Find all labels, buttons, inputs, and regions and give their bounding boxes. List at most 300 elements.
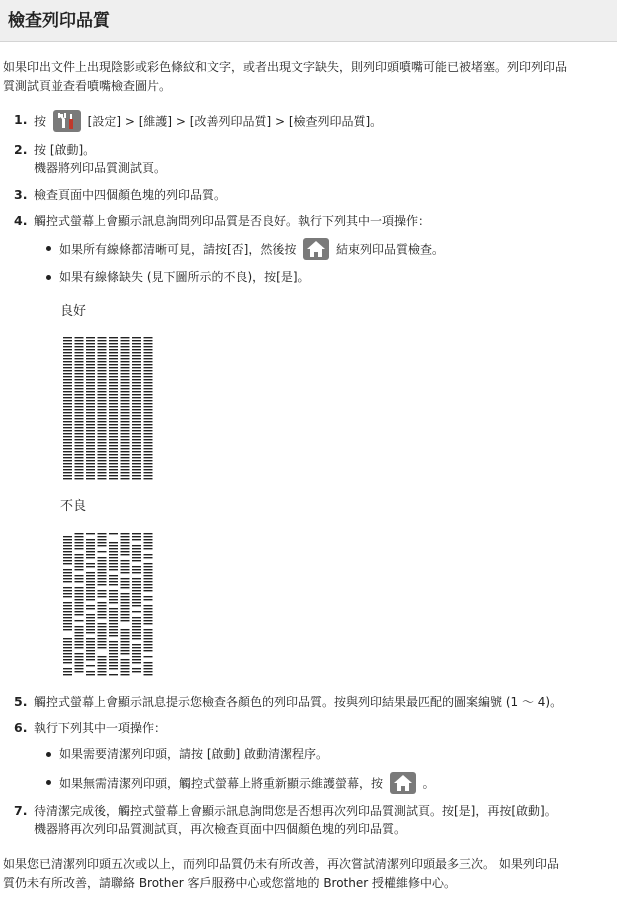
pattern-segment xyxy=(132,469,141,470)
pattern-segment xyxy=(75,587,84,588)
pattern-segment xyxy=(75,385,84,386)
pattern-segment xyxy=(75,569,84,570)
pattern-segment xyxy=(144,548,153,549)
pattern-segment xyxy=(109,346,118,347)
pattern-segment xyxy=(121,397,130,398)
pattern-segment xyxy=(109,659,118,660)
pattern-segment xyxy=(144,415,153,416)
pattern-segment xyxy=(132,650,141,651)
pattern-segment xyxy=(144,584,153,585)
pattern-segment xyxy=(63,617,72,618)
pattern-segment xyxy=(86,674,95,675)
pattern-segment xyxy=(132,623,141,624)
pattern-segment xyxy=(75,545,84,546)
pattern-segment xyxy=(63,554,72,555)
pattern-segment xyxy=(86,349,95,350)
pattern-segment xyxy=(132,451,141,452)
pattern-segment xyxy=(132,460,141,461)
step-sub-text: 機器將列印品質測試頁。 xyxy=(34,161,167,175)
pattern-segment xyxy=(63,427,72,428)
pattern-segment xyxy=(86,475,95,476)
pattern-segment xyxy=(121,457,130,458)
pattern-segment xyxy=(63,433,72,434)
pattern-segment xyxy=(121,554,130,555)
pattern-segment xyxy=(109,409,118,410)
pattern-segment xyxy=(86,650,95,651)
pattern-segment xyxy=(86,385,95,386)
pattern-segment xyxy=(144,623,153,624)
step-number: 7. xyxy=(14,803,28,818)
pattern-segment xyxy=(144,337,153,338)
pattern-segment xyxy=(121,379,130,380)
pattern-segment xyxy=(75,620,84,621)
step-main-text: 待清潔完成後，觸控式螢幕上會顯示訊息詢問您是否想再次列印品質測試頁。按[是]，再按[啟動]。 xyxy=(34,804,557,818)
pattern-segment xyxy=(75,448,84,449)
pattern-segment xyxy=(98,436,107,437)
pattern-segment xyxy=(132,355,141,356)
pattern-segment xyxy=(86,397,95,398)
pattern-segment xyxy=(75,662,84,663)
bullet-text xyxy=(59,239,444,261)
pattern-segment xyxy=(63,370,72,371)
pattern-segment xyxy=(144,605,153,606)
pattern-segment xyxy=(98,421,107,422)
pattern-segment xyxy=(121,430,130,431)
pattern-segment xyxy=(98,337,107,338)
pattern-segment xyxy=(144,578,153,579)
pattern-segment xyxy=(86,424,95,425)
pattern-segment xyxy=(132,629,141,630)
pattern-segment xyxy=(98,439,107,440)
pattern-segment xyxy=(98,557,107,558)
pattern-segment xyxy=(86,656,95,657)
good-label: 良好 xyxy=(60,304,87,319)
pattern-segment xyxy=(86,647,95,648)
pattern-segment xyxy=(98,394,107,395)
pattern-segment xyxy=(109,415,118,416)
pattern-segment xyxy=(98,584,107,585)
pattern-segment xyxy=(63,590,72,591)
pattern-segment xyxy=(75,397,84,398)
pattern-segment xyxy=(63,536,72,537)
pattern-segment xyxy=(121,539,130,540)
pattern-segment xyxy=(63,668,72,669)
pattern-segment xyxy=(121,629,130,630)
pattern-segment xyxy=(109,439,118,440)
pattern-segment xyxy=(121,442,130,443)
pattern-segment xyxy=(144,469,153,470)
pattern-segment xyxy=(63,542,72,543)
pattern-segment xyxy=(63,623,72,624)
pattern-segment xyxy=(98,451,107,452)
pattern-segment xyxy=(144,364,153,365)
intro-line-2: 質測試頁並查看噴嘴檢查圖片。 xyxy=(3,79,172,93)
pattern-segment xyxy=(132,361,141,362)
pattern-segment xyxy=(132,566,141,567)
pattern-segment xyxy=(109,403,118,404)
pattern-segment xyxy=(75,656,84,657)
pattern-segment xyxy=(121,599,130,600)
pattern-segment xyxy=(144,397,153,398)
pattern-segment xyxy=(63,605,72,606)
pattern-segment xyxy=(144,403,153,404)
pattern-segment xyxy=(144,385,153,386)
pattern-segment xyxy=(121,400,130,401)
pattern-segment xyxy=(63,575,72,576)
pattern-segment xyxy=(144,406,153,407)
pattern-segment xyxy=(86,539,95,540)
pattern-segment xyxy=(98,397,107,398)
pattern-segment xyxy=(63,659,72,660)
pattern-segment xyxy=(132,394,141,395)
bullet-text-suffix: 。 xyxy=(422,776,435,791)
pattern-segment xyxy=(144,647,153,648)
pattern-segment xyxy=(75,463,84,464)
pattern-segment xyxy=(63,460,72,461)
pattern-segment xyxy=(144,400,153,401)
pattern-segment xyxy=(121,659,130,660)
pattern-segment xyxy=(121,566,130,567)
pattern-segment xyxy=(109,448,118,449)
pattern-segment xyxy=(63,367,72,368)
pattern-segment xyxy=(63,593,72,594)
pattern-segment xyxy=(144,418,153,419)
pattern-segment xyxy=(63,412,72,413)
pattern-segment xyxy=(75,412,84,413)
pattern-segment xyxy=(86,442,95,443)
pattern-segment xyxy=(98,457,107,458)
pattern-segment xyxy=(109,355,118,356)
pattern-segment xyxy=(144,349,153,350)
pattern-segment xyxy=(75,469,84,470)
pattern-segment xyxy=(121,376,130,377)
pattern-segment xyxy=(121,424,130,425)
pattern-segment xyxy=(132,388,141,389)
pattern-segment xyxy=(63,454,72,455)
pattern-segment xyxy=(144,587,153,588)
pattern-segment xyxy=(63,445,72,446)
pattern-segment xyxy=(121,674,130,675)
step-text xyxy=(34,141,614,177)
pattern-segment xyxy=(63,418,72,419)
pattern-segment xyxy=(144,533,153,534)
pattern-segment xyxy=(121,367,130,368)
pattern-segment xyxy=(109,548,118,549)
pattern-segment xyxy=(132,557,141,558)
bullet-dot xyxy=(46,275,51,280)
pattern-segment xyxy=(63,638,72,639)
pattern-segment xyxy=(75,578,84,579)
pattern-segment xyxy=(86,367,95,368)
pattern-segment xyxy=(144,367,153,368)
pattern-segment xyxy=(75,406,84,407)
pattern-segment xyxy=(86,554,95,555)
bullet-text: 如果需要清潔列印頭，請按 [啟動] 啟動清潔程序。 xyxy=(59,747,328,761)
pattern-segment xyxy=(144,358,153,359)
pattern-segment xyxy=(121,617,130,618)
intro-line-1: 如果印出文件上出現陰影或彩色條紋和文字，或者出現文字缺失，則列印頭噴嘴可能已被堵塞。列印列印品 xyxy=(3,60,568,74)
pattern-segment xyxy=(63,572,72,573)
pattern-segment xyxy=(63,448,72,449)
outro-paragraph xyxy=(3,855,615,893)
pattern-segment xyxy=(132,439,141,440)
pattern-segment xyxy=(132,620,141,621)
pattern-segment xyxy=(98,433,107,434)
pattern-segment xyxy=(63,626,72,627)
pattern-segment xyxy=(98,668,107,669)
pattern-segment xyxy=(75,475,84,476)
pattern-segment xyxy=(121,551,130,552)
pattern-segment xyxy=(121,361,130,362)
pattern-segment xyxy=(63,361,72,362)
pattern-segment xyxy=(144,424,153,425)
pattern-segment xyxy=(86,545,95,546)
pattern-segment xyxy=(98,542,107,543)
pattern-segment xyxy=(121,454,130,455)
pattern-segment xyxy=(132,436,141,437)
pattern-segment xyxy=(109,662,118,663)
pattern-segment xyxy=(75,641,84,642)
pattern-segment xyxy=(98,560,107,561)
pattern-segment xyxy=(86,352,95,353)
pattern-segment xyxy=(86,644,95,645)
pattern-segment xyxy=(98,472,107,473)
pattern-segment xyxy=(98,656,107,657)
pattern-segment xyxy=(98,385,107,386)
pattern-segment xyxy=(98,665,107,666)
pattern-segment xyxy=(109,569,118,570)
pattern-segment xyxy=(109,617,118,618)
pattern-segment xyxy=(75,602,84,603)
pattern-segment xyxy=(86,617,95,618)
pattern-segment xyxy=(98,478,107,479)
pattern-segment xyxy=(121,536,130,537)
pattern-segment xyxy=(144,656,153,657)
pattern-segment xyxy=(109,433,118,434)
pattern-segment xyxy=(144,632,153,633)
pattern-segment xyxy=(86,388,95,389)
pattern-segment xyxy=(98,358,107,359)
pattern-segment xyxy=(109,421,118,422)
pattern-segment xyxy=(132,376,141,377)
pattern-segment xyxy=(75,548,84,549)
pattern-segment xyxy=(63,647,72,648)
pattern-segment xyxy=(109,394,118,395)
pattern-segment xyxy=(98,430,107,431)
pattern-segment xyxy=(86,632,95,633)
pattern-segment xyxy=(63,466,72,467)
pattern-segment xyxy=(86,548,95,549)
pattern-segment xyxy=(144,638,153,639)
pattern-segment xyxy=(144,391,153,392)
pattern-segment xyxy=(109,460,118,461)
pattern-segment xyxy=(98,463,107,464)
pattern-segment xyxy=(98,539,107,540)
pattern-segment xyxy=(121,355,130,356)
pattern-segment xyxy=(86,355,95,356)
pattern-segment xyxy=(75,466,84,467)
pattern-segment xyxy=(144,557,153,558)
pattern-segment xyxy=(86,653,95,654)
pattern-segment xyxy=(121,665,130,666)
pattern-segment xyxy=(63,337,72,338)
pattern-segment xyxy=(86,620,95,621)
pattern-segment xyxy=(121,548,130,549)
pattern-segment xyxy=(63,596,72,597)
pattern-segment xyxy=(86,346,95,347)
pattern-segment xyxy=(144,340,153,341)
pattern-segment xyxy=(109,364,118,365)
pattern-segment xyxy=(109,620,118,621)
pattern-segment xyxy=(75,394,84,395)
pattern-segment xyxy=(109,397,118,398)
pattern-segment xyxy=(98,632,107,633)
pattern-segment xyxy=(121,475,130,476)
pattern-segment xyxy=(132,358,141,359)
pattern-segment xyxy=(63,439,72,440)
pattern-segment xyxy=(75,337,84,338)
pattern-segment xyxy=(121,385,130,386)
pattern-segment xyxy=(63,394,72,395)
pattern-segment xyxy=(132,346,141,347)
pattern-segment xyxy=(144,451,153,452)
pattern-segment xyxy=(109,343,118,344)
pattern-segment xyxy=(75,647,84,648)
pattern-segment xyxy=(98,641,107,642)
pattern-segment xyxy=(63,569,72,570)
pattern-segment xyxy=(75,400,84,401)
pattern-segment xyxy=(132,653,141,654)
pattern-segment xyxy=(63,602,72,603)
pattern-segment xyxy=(86,454,95,455)
pattern-segment xyxy=(86,340,95,341)
pattern-segment xyxy=(144,641,153,642)
pattern-segment xyxy=(121,436,130,437)
pattern-segment xyxy=(63,478,72,479)
pattern-segment xyxy=(98,590,107,591)
pattern-segment xyxy=(132,671,141,672)
pattern-segment xyxy=(121,469,130,470)
pattern-segment xyxy=(86,364,95,365)
pattern-segment xyxy=(86,376,95,377)
pattern-segment xyxy=(75,659,84,660)
pattern-segment xyxy=(98,569,107,570)
pattern-segment xyxy=(98,647,107,648)
pattern-segment xyxy=(63,545,72,546)
pattern-segment xyxy=(63,563,72,564)
pattern-segment xyxy=(86,445,95,446)
pattern-segment xyxy=(121,463,130,464)
pattern-segment xyxy=(75,352,84,353)
pattern-segment xyxy=(132,343,141,344)
pattern-segment xyxy=(86,590,95,591)
pattern-segment xyxy=(98,355,107,356)
pattern-segment xyxy=(144,539,153,540)
pattern-segment xyxy=(86,566,95,567)
pattern-segment xyxy=(75,451,84,452)
pattern-segment xyxy=(109,391,118,392)
pattern-segment xyxy=(144,343,153,344)
pattern-segment xyxy=(109,406,118,407)
pattern-segment xyxy=(144,554,153,555)
pattern-segment xyxy=(121,370,130,371)
pattern-segment xyxy=(75,355,84,356)
pattern-segment xyxy=(144,409,153,410)
pattern-segment xyxy=(98,572,107,573)
pattern-segment xyxy=(132,478,141,479)
pattern-segment xyxy=(109,361,118,362)
pattern-segment xyxy=(75,361,84,362)
pattern-segment xyxy=(98,563,107,564)
step-main-text: 按 [啟動]。 xyxy=(34,143,96,157)
pattern-segment xyxy=(121,358,130,359)
pattern-segment xyxy=(75,388,84,389)
bad-label: 不良 xyxy=(60,499,87,514)
pattern-segment xyxy=(132,569,141,570)
pattern-segment xyxy=(86,433,95,434)
bullet-text xyxy=(59,773,435,795)
pattern-segment xyxy=(144,382,153,383)
pattern-segment xyxy=(144,412,153,413)
pattern-segment xyxy=(121,581,130,582)
pattern-segment xyxy=(132,656,141,657)
pattern-segment xyxy=(75,370,84,371)
pattern-segment xyxy=(121,394,130,395)
pattern-segment xyxy=(109,478,118,479)
pattern-segment xyxy=(63,373,72,374)
pattern-segment xyxy=(75,653,84,654)
pattern-segment xyxy=(121,584,130,585)
pattern-segment xyxy=(121,346,130,347)
pattern-segment xyxy=(86,659,95,660)
pattern-segment xyxy=(98,418,107,419)
pattern-segment xyxy=(144,466,153,467)
pattern-segment xyxy=(109,644,118,645)
pattern-segment xyxy=(144,463,153,464)
pattern-segment xyxy=(75,349,84,350)
pattern-segment xyxy=(132,551,141,552)
pattern-segment xyxy=(109,635,118,636)
pattern-segment xyxy=(121,644,130,645)
pattern-segment xyxy=(86,460,95,461)
pattern-segment xyxy=(86,382,95,383)
pattern-segment xyxy=(98,424,107,425)
pattern-segment xyxy=(109,367,118,368)
pattern-segment xyxy=(98,346,107,347)
pattern-segment xyxy=(121,542,130,543)
pattern-segment xyxy=(132,448,141,449)
pattern-segment xyxy=(132,445,141,446)
pattern-segment xyxy=(75,445,84,446)
pattern-segment xyxy=(75,638,84,639)
pattern-segment xyxy=(132,337,141,338)
pattern-segment xyxy=(75,557,84,558)
pattern-segment xyxy=(75,536,84,537)
intro-paragraph xyxy=(3,58,615,96)
pattern-segment xyxy=(63,463,72,464)
pattern-segment xyxy=(98,581,107,582)
pattern-segment xyxy=(75,593,84,594)
pattern-segment xyxy=(86,409,95,410)
pattern-segment xyxy=(132,632,141,633)
pattern-segment xyxy=(98,406,107,407)
step-number: 2. xyxy=(14,142,28,157)
pattern-segment xyxy=(144,596,153,597)
pattern-segment xyxy=(121,611,130,612)
pattern-segment xyxy=(86,469,95,470)
pattern-segment xyxy=(86,421,95,422)
pattern-segment xyxy=(132,364,141,365)
